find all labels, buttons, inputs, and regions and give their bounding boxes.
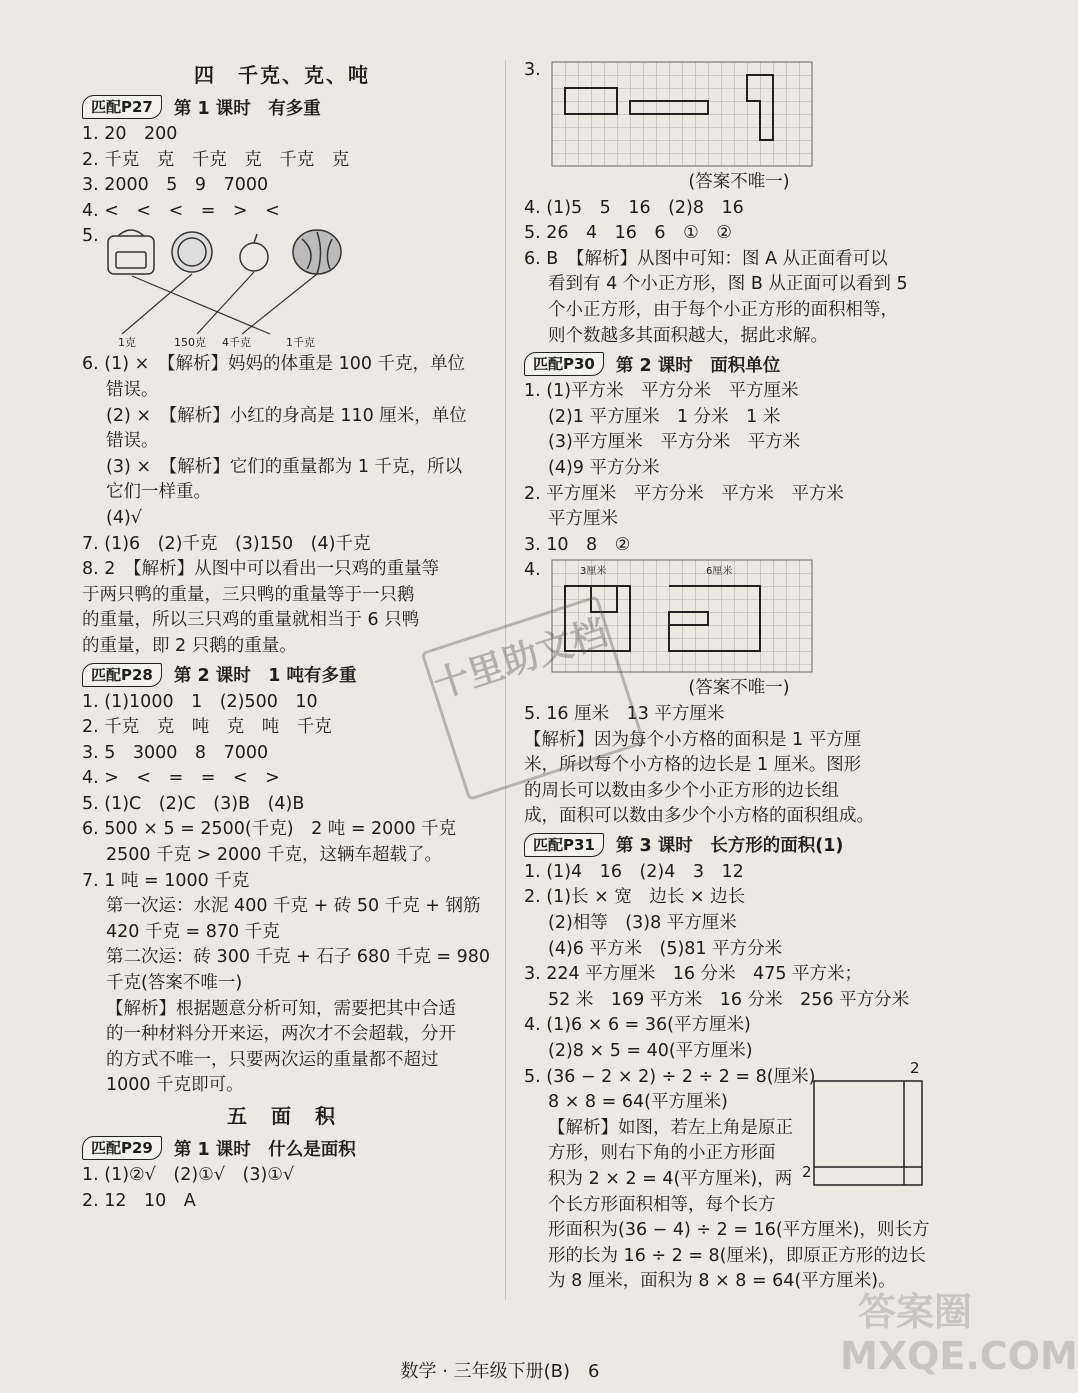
answer-line: 方形，则右下角的小正方形面	[548, 1143, 776, 1164]
answer-line: 形的长为 16 ÷ 2 = 8(厘米)，即原正方形的边长	[548, 1245, 926, 1266]
answer-line: 5. (1)C (2)C (3)B (4)B	[82, 793, 305, 814]
answer-line: 3. 2000 5 9 7000	[82, 175, 269, 196]
backpack-icon	[108, 230, 154, 274]
answer-line: 7. 1 吨 = 1000 千克	[82, 870, 250, 891]
answer-line: 6. (1) × 【解析】妈妈的体重是 100 千克，单位	[82, 354, 466, 375]
answer-line: (4)6 平方米 (5)81 平方分米	[548, 938, 783, 959]
question-number: 3.	[524, 60, 541, 80]
lesson-title: 第 1 课时 什么是面积	[173, 1139, 356, 1160]
matching-illustration	[102, 224, 372, 352]
answer-line: 5. (36 − 2 × 2) ÷ 2 ÷ 2 = 8(厘米)	[524, 1066, 816, 1087]
answer-line: 形面积为(36 − 4) ÷ 2 = 16(平方厘米)，则长方	[548, 1220, 930, 1241]
answer-line: 4. > < = = < >	[82, 768, 280, 789]
answer-line: 第一次运：水泥 400 千克 + 砖 50 千克 + 钢筋	[106, 896, 481, 917]
answer-line: 1. (1)1000 1 (2)500 10	[82, 691, 318, 712]
answer-line: 1. 20 200	[82, 124, 178, 144]
answer-line: 成，面积可以数由多少个小方格的面积组成。	[524, 806, 874, 827]
match-tag: 匹配P29	[82, 1136, 162, 1160]
answer-line: 7. (1)6 (2)千克 (3)150 (4)千克	[82, 533, 371, 554]
watermelon-icon	[293, 230, 341, 274]
answer-line: 6. B 【解析】从图中可知：图 A 从正面看可以	[524, 248, 888, 269]
lesson-header-p29	[82, 1133, 482, 1163]
answer-line: (2)1 平方厘米 1 分米 1 米	[548, 406, 781, 427]
answer-line: 1. (1)平方米 平方分米 平方厘米	[524, 381, 799, 402]
answer-line: 1. (1)②√ (2)①√ (3)①√	[82, 1165, 295, 1185]
stamp-seal: 十里助文档	[420, 595, 645, 801]
answer-line: 5. 26 4 16 6 ① ②	[524, 223, 732, 244]
grid-figure-1	[552, 62, 812, 166]
page-footer: 数学 · 三年级下册(B) 6	[400, 1361, 600, 1382]
lesson-title: 第 1 课时 有多重	[173, 98, 321, 119]
label-1g: 1克	[118, 336, 136, 350]
answer-line: 2. 千克 克 千克 克 千克 克	[82, 149, 350, 170]
answer-line: 为 8 厘米，面积为 8 × 8 = 64(平方厘米)。	[548, 1271, 896, 1292]
lesson-header-p31	[524, 830, 954, 860]
lesson-title: 第 3 课时 长方形的面积(1)	[615, 836, 844, 857]
coin-icon	[172, 232, 212, 272]
answer-line: (2)8 × 5 = 40(平方厘米)	[548, 1041, 753, 1062]
answer-line: 的周长可以数由多少个小正方形的边长组	[524, 780, 839, 801]
answer-line: 8. 2 【解析】从图中可以看出一只鸡的重量等	[82, 559, 440, 580]
unit-5-title: 五 面 积	[227, 1104, 337, 1128]
answer-line: (3)平方厘米 平方分米 平方米	[548, 432, 801, 453]
left-column	[82, 58, 491, 1214]
answer-line: 420 千克 = 870 千克	[106, 921, 280, 942]
answer-line: 2. 千克 克 吨 克 吨 千克	[82, 717, 332, 738]
answer-line: (2)相等 (3)8 平方厘米	[548, 913, 737, 934]
lesson-header-p28	[82, 660, 482, 690]
label-150g: 150克	[174, 336, 206, 350]
match-tag: 匹配P28	[82, 663, 162, 687]
answer-line: 平方厘米	[548, 509, 618, 530]
diagram-label-left: 2	[802, 1162, 812, 1181]
answer-line: 2. 平方厘米 平方分米 平方米 平方米	[524, 483, 844, 504]
answer-line: 它们一样重。	[106, 482, 211, 503]
answer-line: 则个数越多其面积越大，据此求解。	[548, 325, 828, 346]
matching-labels	[118, 334, 368, 350]
matching-lines	[122, 272, 317, 334]
answer-line: (4)9 平方分米	[548, 457, 660, 478]
answer-line: (4)√	[106, 507, 142, 528]
answer-line: 6. 500 × 5 = 2500(千克) 2 吨 = 2000 千克	[82, 819, 457, 840]
answer-note: (答案不唯一)	[688, 172, 790, 192]
answer-line: 的一种材料分开来运，两次才不会超载，分开	[106, 1024, 456, 1045]
square-diagram	[812, 1079, 924, 1199]
question-5-block	[524, 1058, 954, 1295]
unit-4-title: 四 千克、克、吨	[194, 63, 370, 87]
answer-line: 【解析】根据题意分析可知，需要把其中合适	[106, 998, 456, 1019]
lesson-title: 第 2 课时 面积单位	[615, 355, 781, 376]
answer-line: 的方式不唯一，只要两次运的重量都不超过	[106, 1049, 439, 1070]
answer-line: 错误。	[106, 379, 159, 400]
question-number: 5.	[82, 226, 99, 247]
match-tag: 匹配P30	[524, 352, 604, 376]
answer-line: 1. (1)4 16 (2)4 3 12	[524, 861, 744, 882]
answer-line: 个小正方形，由于每个小正方形的面积相等，	[548, 299, 898, 320]
label-4kg: 4千克	[222, 336, 251, 350]
answer-line: 4. (1)6 × 6 = 36(平方厘米)	[524, 1015, 751, 1036]
answer-line: 于两只鸭的重量，三只鸭的重量等于一只鹅	[82, 584, 415, 605]
answer-line: 米，所以每个小方格的边长是 1 厘米。图形	[524, 755, 862, 776]
answer-line: 5. 16 厘米 13 平方厘米	[524, 703, 725, 724]
answer-line: 3. 224 平方厘米 16 分米 475 平方米；	[524, 964, 863, 985]
answer-line: 1000 千克即可。	[106, 1075, 244, 1096]
answer-line: 4. (1)5 5 16 (2)8 16	[524, 197, 744, 218]
answer-line: 2500 千克 > 2000 千克，这辆车超载了。	[106, 845, 442, 866]
answer-line: 4. < < < = > <	[82, 200, 280, 221]
answer-line: 个长方形面积相等，每个长方	[548, 1194, 776, 1215]
answer-line: 看到有 4 个小正方形，图 B 从正面可以看到 5	[548, 274, 908, 295]
answer-line: 2. (1)长 × 宽 边长 × 边长	[524, 887, 746, 908]
answer-line: 的重量，所以三只鸡的重量就相当于 6 只鸭	[82, 610, 420, 631]
match-tag: 匹配P31	[524, 833, 604, 857]
answer-line: 8 × 8 = 64(平方厘米)	[548, 1092, 728, 1113]
answer-line: 的重量，即 2 只鹅的重量。	[82, 635, 297, 656]
grid-label-6cm: 6厘米	[706, 566, 733, 578]
answer-line: 错误。	[106, 431, 159, 452]
lesson-header-p30	[524, 349, 954, 379]
answer-line: 【解析】如图，若左上角是原正	[548, 1117, 793, 1138]
question-number: 4.	[524, 560, 541, 581]
answer-line: 3. 5 3000 8 7000	[82, 742, 269, 763]
grid-question-3	[524, 58, 954, 170]
answer-line: 积为 2 × 2 = 4(平方厘米)，两	[548, 1169, 793, 1189]
answer-line: (3) × 【解析】它们的重量都为 1 千克，所以	[106, 456, 463, 477]
apple-icon	[240, 234, 268, 271]
match-tag: 匹配P27	[82, 95, 162, 119]
label-1kg: 1千克	[286, 336, 315, 350]
lesson-header-p27	[82, 92, 482, 122]
grid-label-3cm: 3厘米	[580, 566, 607, 578]
watermark-logo: 答案圈 MXQE.COM	[840, 1290, 1078, 1378]
answer-line: (2) × 【解析】小红的身高是 110 厘米，单位	[106, 405, 467, 426]
diagram-label-top: 2	[910, 1058, 920, 1077]
answer-line: 2. 12 10 A	[82, 1190, 196, 1211]
answer-line: 【解析】因为每个小方格的面积是 1 平方厘	[524, 729, 862, 750]
answer-line: 第二次运：砖 300 千克 + 石子 680 千克 = 980	[106, 947, 491, 968]
answer-line: 3. 10 8 ②	[524, 534, 631, 555]
answer-line: 千克(答案不唯一)	[106, 973, 243, 994]
answer-line: 52 米 169 平方米 16 分米 256 平方分米	[548, 989, 910, 1010]
matching-figure	[82, 224, 482, 352]
lesson-title: 第 2 课时 1 吨有多重	[173, 666, 357, 686]
answer-note: (答案不唯一)	[688, 678, 790, 699]
